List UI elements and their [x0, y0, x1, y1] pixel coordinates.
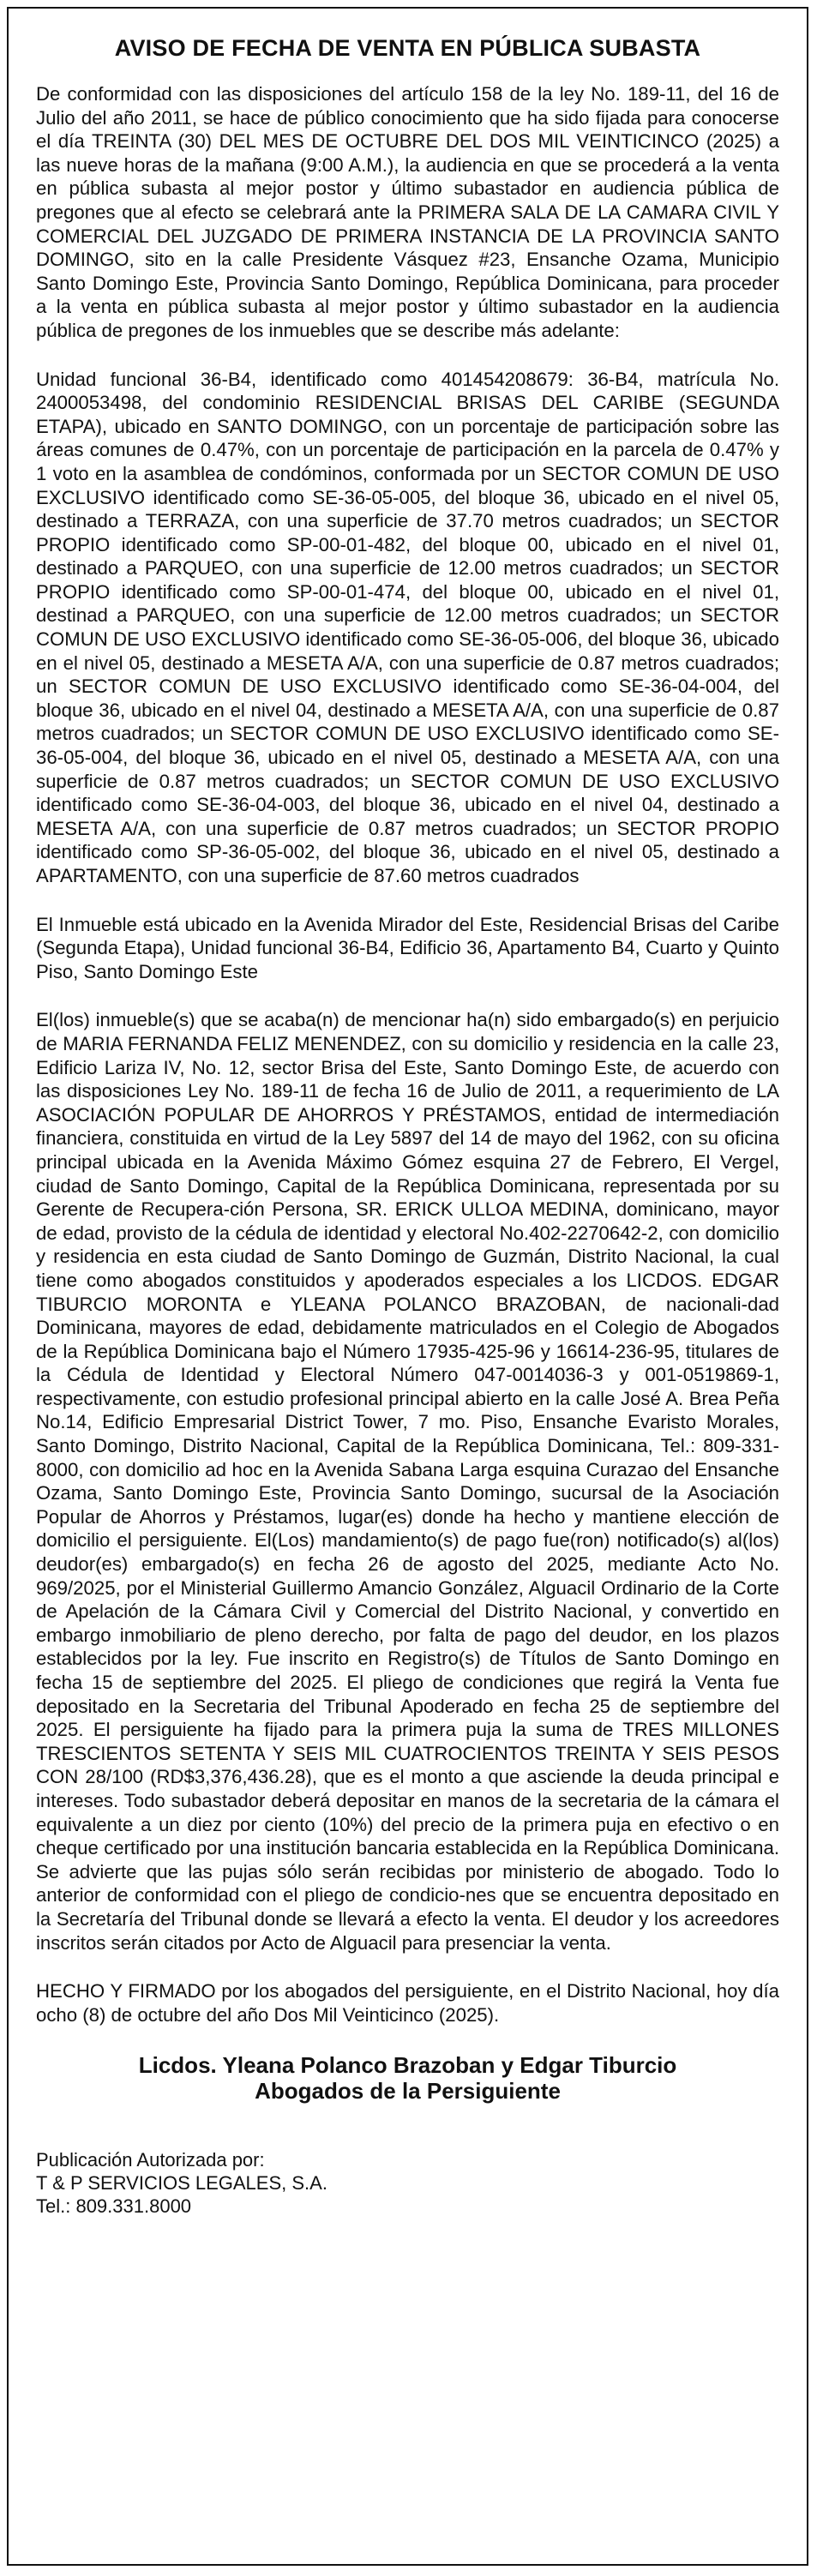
publication-phone: Tel.: 809.331.8000 — [36, 2195, 192, 2218]
property-description-paragraph: Unidad funcional 36-B4, identificado como 401454208679: 36-B4, matrícula No. 2400053498, del condominio RESIDENCIAL BRISAS DEL CARIBE (SEGUNDA ETAPA), ubicado en SANTO DOMINGO, con un porcentaje de participación sobre las áreas comunes de 0.47%, con un porcentaje de participación en la parcela de 0.47% y 1 voto en la asamblea de condóminos, conformada por un SECTOR COMUN DE USO EXCLUSIVO identificado como SE-36-05-005, del bloque 36, ubicado en el nivel 05, destinado a TERRAZA, con una superficie de 37.70 metros cuadrados; un SECTOR PROPIO identificado como SP-00-01-482, del bloque 00, ubicado en el nivel 01, destinado a PARQUEO, con una superficie de 12.00 metros cuadrados; un SECTOR PROPIO identificado como SP-00-01-474, del bloque 00, ubicado en el nivel 01, destinad a PARQUEO, con una superficie de 12.00 metros cuadrados; un SECTOR COMUN DE USO EXCLUSIVO identificado como SE-36-05-006, del bloque 36, ubicado en el nivel 05, destinado a MESETA A/A, con una superficie de 0.87 metros cuadrados; un SECTOR COMUN DE USO EXCLUSIVO identificado como SE-36-04-004, del bloque 36, ubicado en el nivel 04, destinado a MESETA A/A, con una superficie de 0.87 metros cuadrados; un SECTOR COMUN DE USO EXCLUSIVO identificado como SE-36-05-004, del bloque 36, ubicado en el nivel 05, destinado a MESETA A/A, con una superficie de 0.87 metros cuadrados; un SECTOR COMUN DE USO EXCLUSIVO identificado como SE-36-04-003, del bloque 36, ubicado en el nivel 04, destinado a MESETA A/A, con una superficie de 0.87 metros cuadrados; un SECTOR PROPIO identificado como SP-36-05-002, del bloque 36, ubicado en el nivel 05, destinado a APARTAMENTO, con una superficie de 87.60 metros cuadrados — [36, 368, 779, 886]
notice-introduction-paragraph: De conformidad con las disposiciones del artículo 158 de la ley No. 189-11, del 16 de Julio del año 2011, se hace de público conocimiento que ha sido fijada para conocerse el día TREINTA (30) DEL MES DE OCTUBRE DEL DOS MIL VEINTICINCO (2025) a las nueve horas de la mañana (9:00 A.M.), la audiencia en que se procederá a la venta en pública subasta al mejor postor y último subastador en audiencia pública de pregones que al efecto se celebrará ante la PRIMERA SALA DE LA CAMARA CIVIL Y COMERCIAL DEL JUZGADO DE PRIMERA INSTANCIA DE LA PROVINCIA SANTO DOMINGO, sito en la calle Presidente Vásquez #23, Ensanche Ozama, Municipio Santo Domingo Este, Provincia Santo Domingo, República Dominicana, para proceder a la venta en pública subasta al mejor postor y último subastador en la audiencia pública de pregones de los inmuebles que se describe más adelante: — [36, 83, 779, 341]
notice-title: AVISO DE FECHA DE VENTA EN PÚBLICA SUBASTA — [114, 35, 701, 61]
publication-label: Publicación Autorizada por: — [36, 2149, 265, 2171]
property-location-paragraph: El Inmueble está ubicado en la Avenida Mirador del Este, Residencial Brisas del Caribe (Segunda Etapa), Unidad funcional 36-B4, Edificio 36, Apartamento B4, Cuarto y Quinto Piso, Santo Domingo Este — [36, 913, 779, 982]
publication-authorization — [36, 2148, 779, 2218]
attorneys-role: Abogados de la Persiguiente — [255, 2078, 561, 2105]
notice-border — [7, 7, 808, 2566]
foreclosure-details-paragraph: El(los) inmueble(s) que se acaba(n) de mencionar ha(n) sido embargado(s) en perjuicio de MARIA FERNANDA FELIZ MENENDEZ, con su domicilio y residencia en la calle 23, Edificio Lariza IV, No. 12, sector Brisa del Este, Santo Domingo Este, de acuerdo con las disposiciones Ley No. 189-11 de fecha 16 de Julio de 2011, a requerimiento de LA ASOCIACIÓN POPULAR DE AHORROS Y PRÉSTAMOS, entidad de intermediación financiera, constituida en virtud de la Ley 5897 del 14 de mayo del 1962, con su oficina principal ubicada en la Avenida Máximo Gómez esquina 27 de Febrero, El Vergel, ciudad de Santo Domingo, Capital de la República Dominicana, representada por su Gerente de Recupera-ción Persona, SR. ERICK ULLOA MEDINA, dominicano, mayor de edad, provisto de la cédula de identidad y electoral No.402-2270642-2, con domicilio y residencia en esta ciudad de Santo Domingo de Guzmán, Distrito Nacional, la cual tiene como abogados constituidos y apoderados especiales a los LICDOS. EDGAR TIBURCIO MORONTA e YLEANA POLANCO BRAZOBAN, de nacionali-dad Dominicana, mayores de edad, debidamente matriculados en el Colegio de Abogados de la República Dominicana bajo el Número 17935-425-96 y 16614-236-95, titulares de la Cédula de Identidad y Electoral Número 047-0014036-3 y 001-0519869-1, respectivamente, con estudio profesional principal abierto en la calle José A. Brea Peña No.14, Edificio Empresarial District Tower, 7 mo. Piso, Ensanche Evaristo Morales, Santo Domingo, Distrito Nacional, Capital de la República Dominicana, Tel.: 809-331-8000, con domicilio ad hoc en la Avenida Sabana Larga esquina Curazao del Ensanche Ozama, Santo Domingo Este, Provincia Santo Domingo, sucursal de la Asociación Popular de Ahorros y Préstamos, lugar(es) donde ha hecho y mantiene elección de domicilio el persiguiente. El(Los) mandamiento(s) de pago fue(ron) notificado(s) al(los) deudor(es) embargado(s) en fecha 26 de agosto del 2025, mediante Acto No. 969/2025, por el Ministerial Guillermo Amancio González, Alguacil Ordinario de la Corte de Apelación de la Cámara Civil y Comercial del Distrito Nacional, y convertido en embargo inmobiliario de pleno derecho, por falta de pago del deudor, en los plazos establecidos por la ley. Fue inscrito en Registro(s) de Títulos de Santo Domingo en fecha 15 de septiembre del 2025. El pliego de condiciones que regirá la Venta fue depositado en la Secretaria del Tribunal Apoderado en fecha 25 de septiembre del 2025. El persiguiente ha fijado para la primera puja la suma de TRES MILLONES TRESCIENTOS SETENTA Y SEIS MIL CUATROCIENTOS TREINTA Y SEIS PESOS CON 28/100 (RD$3,376,436.28), que es el monto a que asciende la deuda principal e intereses. Todo subastador deberá depositar en manos de la secretaria de la cámara el equivalente a un diez por ciento (10%) del precio de la primera puja en efectivo o en cheque certificado por una institución bancaria establecida en la República Dominicana. Se advierte que las pujas sólo serán recibidas por ministerio de abogado. Todo lo anterior de conformidad con el pliego de condicio-nes que se encuentra depositado en la Secretaría del Tribunal donde se llevará a efecto la venta. El deudor y los acreedores inscritos serán citados por Acto de Alguacil para presenciar la venta. — [36, 1009, 779, 1954]
attorneys-signature-block — [36, 2052, 779, 2104]
signing-statement-paragraph: HECHO Y FIRMADO por los abogados del persiguiente, en el Distrito Nacional, hoy día ocho (8) de octubre del año Dos Mil Veinticinco (2025). — [36, 1980, 779, 2026]
publication-company: T & P SERVICIOS LEGALES, S.A. — [36, 2172, 327, 2195]
attorneys-names: Licdos. Yleana Polanco Brazoban y Edgar Tiburcio — [138, 2052, 677, 2079]
